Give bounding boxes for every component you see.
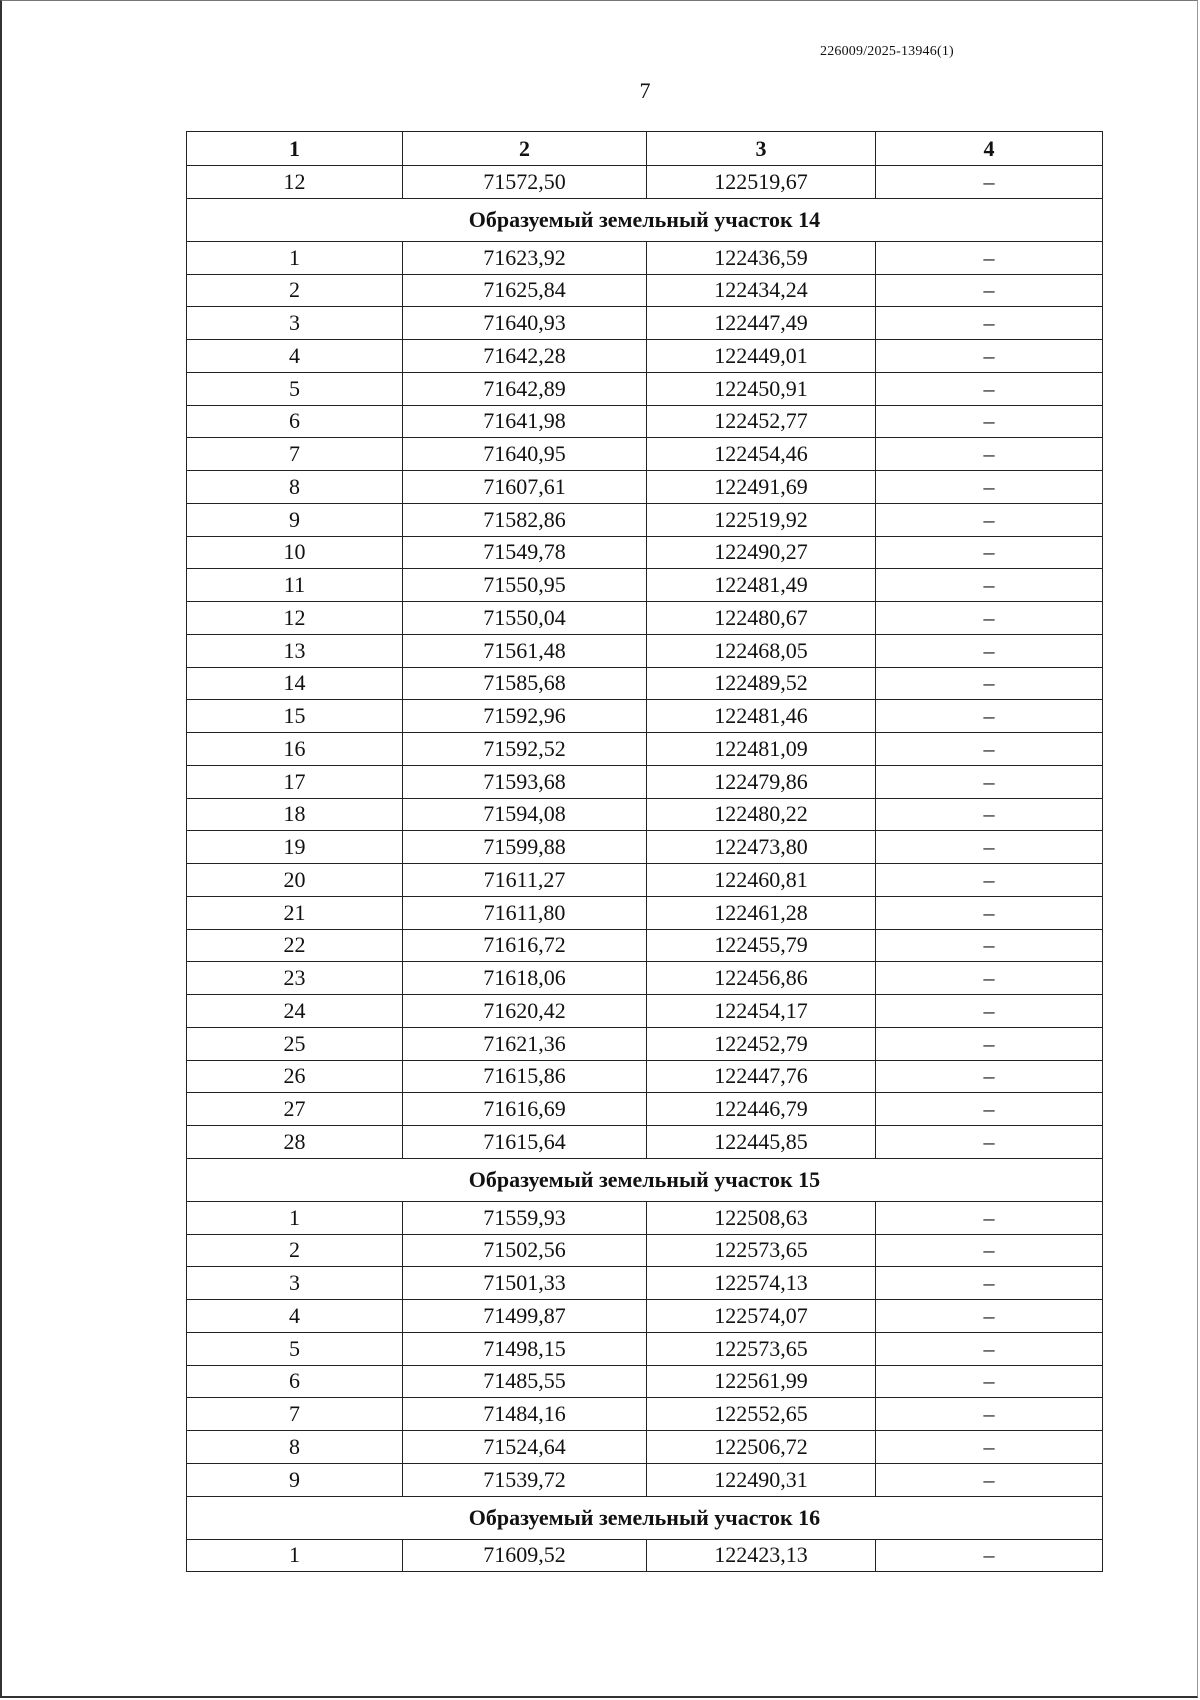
x-coordinate-cell: 71615,86 xyxy=(403,1060,647,1093)
table-row xyxy=(187,1267,1103,1300)
y-coordinate-cell: 122447,49 xyxy=(647,307,876,340)
table-row xyxy=(187,1539,1103,1572)
table-row xyxy=(187,1463,1103,1496)
note-cell: – xyxy=(876,1398,1103,1431)
table-row xyxy=(187,372,1103,405)
note-cell: – xyxy=(876,1027,1103,1060)
y-coordinate-cell: 122452,77 xyxy=(647,405,876,438)
y-coordinate-cell: 122446,79 xyxy=(647,1093,876,1126)
x-coordinate-cell: 71593,68 xyxy=(403,765,647,798)
point-number-cell: 23 xyxy=(187,962,403,995)
y-coordinate-cell: 122573,65 xyxy=(647,1234,876,1267)
x-coordinate-cell: 71499,87 xyxy=(403,1300,647,1333)
table-row xyxy=(187,1027,1103,1060)
note-cell: – xyxy=(876,765,1103,798)
y-coordinate-cell: 122506,72 xyxy=(647,1431,876,1464)
note-cell: – xyxy=(876,503,1103,536)
y-coordinate-cell: 122461,28 xyxy=(647,896,876,929)
point-number-cell: 6 xyxy=(187,1365,403,1398)
table-row xyxy=(187,438,1103,471)
x-coordinate-cell: 71611,27 xyxy=(403,864,647,897)
point-number-cell: 2 xyxy=(187,274,403,307)
header-row xyxy=(187,132,1103,166)
x-coordinate-cell: 71502,56 xyxy=(403,1234,647,1267)
y-coordinate-cell: 122445,85 xyxy=(647,1126,876,1159)
x-coordinate-cell: 71550,04 xyxy=(403,602,647,635)
y-coordinate-cell: 122481,09 xyxy=(647,733,876,766)
y-coordinate-cell: 122454,17 xyxy=(647,995,876,1028)
x-coordinate-cell: 71501,33 xyxy=(403,1267,647,1300)
y-coordinate-cell: 122480,67 xyxy=(647,602,876,635)
x-coordinate-cell: 71498,15 xyxy=(403,1332,647,1365)
point-number-cell: 27 xyxy=(187,1093,403,1126)
point-number-cell: 21 xyxy=(187,896,403,929)
point-number-cell: 12 xyxy=(187,602,403,635)
y-coordinate-cell: 122489,52 xyxy=(647,667,876,700)
note-cell: – xyxy=(876,733,1103,766)
point-number-cell: 1 xyxy=(187,241,403,274)
table-row xyxy=(187,995,1103,1028)
y-coordinate-cell: 122434,24 xyxy=(647,274,876,307)
note-cell: – xyxy=(876,1093,1103,1126)
point-number-cell: 28 xyxy=(187,1126,403,1159)
table-row xyxy=(187,765,1103,798)
y-coordinate-cell: 122519,67 xyxy=(647,166,876,199)
y-coordinate-cell: 122490,27 xyxy=(647,536,876,569)
table-row xyxy=(187,1332,1103,1365)
point-number-cell: 13 xyxy=(187,634,403,667)
x-coordinate-cell: 71615,64 xyxy=(403,1126,647,1159)
x-coordinate-cell: 71616,72 xyxy=(403,929,647,962)
point-number-cell: 5 xyxy=(187,372,403,405)
y-coordinate-cell: 122455,79 xyxy=(647,929,876,962)
note-cell: – xyxy=(876,438,1103,471)
column-header-2: 2 xyxy=(403,132,647,166)
x-coordinate-cell: 71616,69 xyxy=(403,1093,647,1126)
y-coordinate-cell: 122561,99 xyxy=(647,1365,876,1398)
x-coordinate-cell: 71642,28 xyxy=(403,340,647,373)
point-number-cell: 7 xyxy=(187,1398,403,1431)
table-row xyxy=(187,340,1103,373)
note-cell: – xyxy=(876,307,1103,340)
table-row xyxy=(187,1398,1103,1431)
table-row xyxy=(187,1126,1103,1159)
table-row xyxy=(187,962,1103,995)
y-coordinate-cell: 122460,81 xyxy=(647,864,876,897)
y-coordinate-cell: 122452,79 xyxy=(647,1027,876,1060)
point-number-cell: 5 xyxy=(187,1332,403,1365)
x-coordinate-cell: 71572,50 xyxy=(403,166,647,199)
x-coordinate-cell: 71539,72 xyxy=(403,1463,647,1496)
note-cell: – xyxy=(876,1060,1103,1093)
x-coordinate-cell: 71641,98 xyxy=(403,405,647,438)
note-cell: – xyxy=(876,1201,1103,1234)
y-coordinate-cell: 122481,46 xyxy=(647,700,876,733)
point-number-cell: 10 xyxy=(187,536,403,569)
table-row xyxy=(187,700,1103,733)
note-cell: – xyxy=(876,1539,1103,1572)
table-row xyxy=(187,929,1103,962)
y-coordinate-cell: 122479,86 xyxy=(647,765,876,798)
table-row xyxy=(187,798,1103,831)
note-cell: – xyxy=(876,569,1103,602)
note-cell: – xyxy=(876,1267,1103,1300)
column-header-1: 1 xyxy=(187,132,403,166)
table-header xyxy=(187,132,1103,166)
section-title: Образуемый земельный участок 15 xyxy=(187,1158,1103,1201)
note-cell: – xyxy=(876,1365,1103,1398)
point-number-cell: 3 xyxy=(187,1267,403,1300)
point-number-cell: 8 xyxy=(187,471,403,504)
point-number-cell: 25 xyxy=(187,1027,403,1060)
section-row xyxy=(187,198,1103,241)
point-number-cell: 15 xyxy=(187,700,403,733)
x-coordinate-cell: 71625,84 xyxy=(403,274,647,307)
note-cell: – xyxy=(876,1234,1103,1267)
note-cell: – xyxy=(876,634,1103,667)
y-coordinate-cell: 122573,65 xyxy=(647,1332,876,1365)
x-coordinate-cell: 71599,88 xyxy=(403,831,647,864)
section-row xyxy=(187,1496,1103,1539)
table-row xyxy=(187,1060,1103,1093)
point-number-cell: 26 xyxy=(187,1060,403,1093)
note-cell: – xyxy=(876,831,1103,864)
note-cell: – xyxy=(876,962,1103,995)
x-coordinate-cell: 71550,95 xyxy=(403,569,647,602)
table-row xyxy=(187,241,1103,274)
y-coordinate-cell: 122468,05 xyxy=(647,634,876,667)
x-coordinate-cell: 71594,08 xyxy=(403,798,647,831)
x-coordinate-cell: 71609,52 xyxy=(403,1539,647,1572)
point-number-cell: 18 xyxy=(187,798,403,831)
table-row xyxy=(187,405,1103,438)
point-number-cell: 4 xyxy=(187,1300,403,1333)
point-number-cell: 9 xyxy=(187,503,403,536)
note-cell: – xyxy=(876,1332,1103,1365)
note-cell: – xyxy=(876,241,1103,274)
x-coordinate-cell: 71592,96 xyxy=(403,700,647,733)
note-cell: – xyxy=(876,1126,1103,1159)
x-coordinate-cell: 71484,16 xyxy=(403,1398,647,1431)
x-coordinate-cell: 71640,93 xyxy=(403,307,647,340)
y-coordinate-cell: 122449,01 xyxy=(647,340,876,373)
table-row xyxy=(187,864,1103,897)
point-number-cell: 19 xyxy=(187,831,403,864)
point-number-cell: 16 xyxy=(187,733,403,766)
note-cell: – xyxy=(876,602,1103,635)
section-title: Образуемый земельный участок 16 xyxy=(187,1496,1103,1539)
point-number-cell: 20 xyxy=(187,864,403,897)
y-coordinate-cell: 122481,49 xyxy=(647,569,876,602)
x-coordinate-cell: 71621,36 xyxy=(403,1027,647,1060)
table-row xyxy=(187,896,1103,929)
point-number-cell: 6 xyxy=(187,405,403,438)
x-coordinate-cell: 71623,92 xyxy=(403,241,647,274)
note-cell: – xyxy=(876,995,1103,1028)
table-row xyxy=(187,1431,1103,1464)
x-coordinate-cell: 71592,52 xyxy=(403,733,647,766)
point-number-cell: 8 xyxy=(187,1431,403,1464)
table-row xyxy=(187,307,1103,340)
note-cell: – xyxy=(876,405,1103,438)
note-cell: – xyxy=(876,798,1103,831)
table-body xyxy=(187,166,1103,1572)
note-cell: – xyxy=(876,536,1103,569)
x-coordinate-cell: 71549,78 xyxy=(403,536,647,569)
y-coordinate-cell: 122423,13 xyxy=(647,1539,876,1572)
point-number-cell: 4 xyxy=(187,340,403,373)
y-coordinate-cell: 122456,86 xyxy=(647,962,876,995)
y-coordinate-cell: 122519,92 xyxy=(647,503,876,536)
point-number-cell: 22 xyxy=(187,929,403,962)
point-number-cell: 2 xyxy=(187,1234,403,1267)
x-coordinate-cell: 71620,42 xyxy=(403,995,647,1028)
x-coordinate-cell: 71642,89 xyxy=(403,372,647,405)
x-coordinate-cell: 71524,64 xyxy=(403,1431,647,1464)
x-coordinate-cell: 71618,06 xyxy=(403,962,647,995)
note-cell: – xyxy=(876,274,1103,307)
column-header-3: 3 xyxy=(647,132,876,166)
table-row xyxy=(187,1201,1103,1234)
x-coordinate-cell: 71485,55 xyxy=(403,1365,647,1398)
y-coordinate-cell: 122454,46 xyxy=(647,438,876,471)
point-number-cell: 1 xyxy=(187,1201,403,1234)
y-coordinate-cell: 122574,13 xyxy=(647,1267,876,1300)
table-row xyxy=(187,569,1103,602)
x-coordinate-cell: 71559,93 xyxy=(403,1201,647,1234)
x-coordinate-cell: 71585,68 xyxy=(403,667,647,700)
y-coordinate-cell: 122490,31 xyxy=(647,1463,876,1496)
table-row xyxy=(187,536,1103,569)
y-coordinate-cell: 122552,65 xyxy=(647,1398,876,1431)
point-number-cell: 17 xyxy=(187,765,403,798)
table-row xyxy=(187,733,1103,766)
table-row xyxy=(187,1234,1103,1267)
table-row xyxy=(187,667,1103,700)
note-cell: – xyxy=(876,166,1103,199)
document-number: 226009/2025-13946(1) xyxy=(820,44,954,59)
table-row xyxy=(187,831,1103,864)
table-row xyxy=(187,634,1103,667)
x-coordinate-cell: 71640,95 xyxy=(403,438,647,471)
table-row xyxy=(187,1300,1103,1333)
point-number-cell: 1 xyxy=(187,1539,403,1572)
y-coordinate-cell: 122508,63 xyxy=(647,1201,876,1234)
y-coordinate-cell: 122447,76 xyxy=(647,1060,876,1093)
table-row xyxy=(187,166,1103,199)
note-cell: – xyxy=(876,700,1103,733)
table-row xyxy=(187,1365,1103,1398)
y-coordinate-cell: 122491,69 xyxy=(647,471,876,504)
point-number-cell: 11 xyxy=(187,569,403,602)
table-row xyxy=(187,602,1103,635)
note-cell: – xyxy=(876,1300,1103,1333)
note-cell: – xyxy=(876,929,1103,962)
page-number: 7 xyxy=(639,78,651,103)
x-coordinate-cell: 71582,86 xyxy=(403,503,647,536)
table-row xyxy=(187,1093,1103,1126)
y-coordinate-cell: 122574,07 xyxy=(647,1300,876,1333)
coordinates-table xyxy=(186,131,1103,1572)
note-cell: – xyxy=(876,471,1103,504)
note-cell: – xyxy=(876,667,1103,700)
section-row xyxy=(187,1158,1103,1201)
y-coordinate-cell: 122450,91 xyxy=(647,372,876,405)
y-coordinate-cell: 122436,59 xyxy=(647,241,876,274)
x-coordinate-cell: 71611,80 xyxy=(403,896,647,929)
column-header-4: 4 xyxy=(876,132,1103,166)
x-coordinate-cell: 71561,48 xyxy=(403,634,647,667)
table-row xyxy=(187,503,1103,536)
point-number-cell: 14 xyxy=(187,667,403,700)
note-cell: – xyxy=(876,340,1103,373)
point-number-cell: 24 xyxy=(187,995,403,1028)
point-number-cell: 12 xyxy=(187,166,403,199)
table-row xyxy=(187,471,1103,504)
table-row xyxy=(187,274,1103,307)
y-coordinate-cell: 122480,22 xyxy=(647,798,876,831)
x-coordinate-cell: 71607,61 xyxy=(403,471,647,504)
point-number-cell: 3 xyxy=(187,307,403,340)
note-cell: – xyxy=(876,864,1103,897)
point-number-cell: 9 xyxy=(187,1463,403,1496)
point-number-cell: 7 xyxy=(187,438,403,471)
note-cell: – xyxy=(876,896,1103,929)
y-coordinate-cell: 122473,80 xyxy=(647,831,876,864)
section-title: Образуемый земельный участок 14 xyxy=(187,198,1103,241)
note-cell: – xyxy=(876,1431,1103,1464)
note-cell: – xyxy=(876,372,1103,405)
note-cell: – xyxy=(876,1463,1103,1496)
